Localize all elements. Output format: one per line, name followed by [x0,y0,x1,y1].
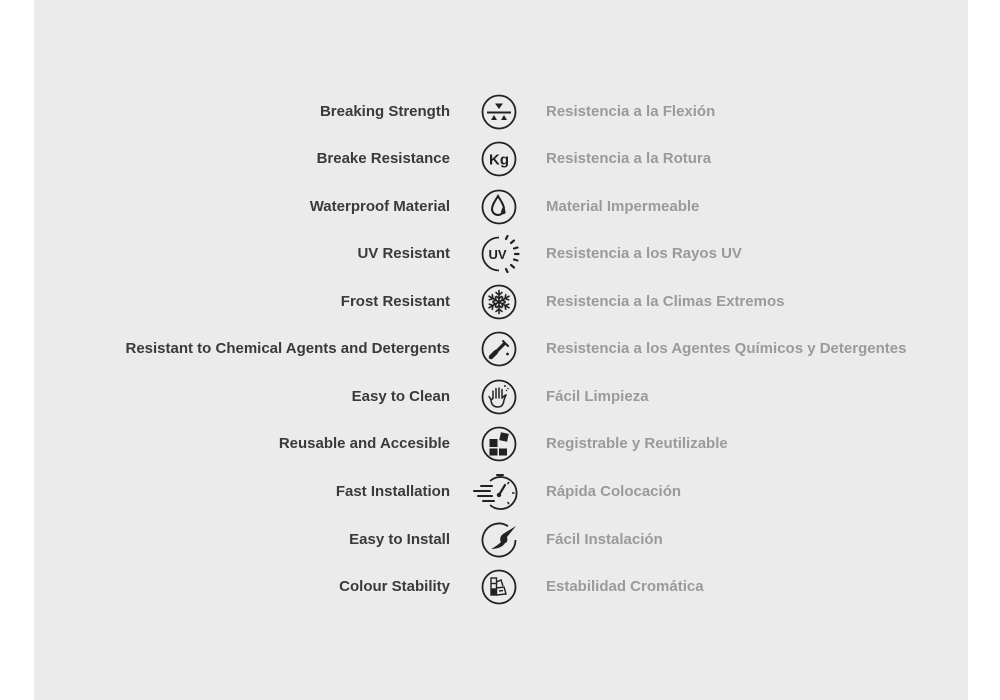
feature-label-en: Colour Stability [339,578,450,595]
feature-row-easy-install [34,520,968,560]
feature-label-es: Resistencia a los Rayos UV [546,245,742,262]
feature-row-chemical [34,329,968,369]
hand-clean-icon [480,378,518,416]
feature-row-breaking-strength [34,92,968,132]
feature-label-es: Resistencia a la Climas Extremos [546,293,785,310]
feature-row-easy-clean [34,377,968,417]
feature-label-en: Easy to Install [349,531,450,548]
feature-label-es: Material Impermeable [546,198,700,215]
colour-stability-icon [480,568,518,606]
tiles-reusable-icon [480,425,518,463]
feature-label-en: Waterproof Material [309,198,450,215]
feature-label-en: UV Resistant [357,245,450,262]
kg-weight-icon [480,140,518,178]
feature-label-es: Resistencia a la Flexión [546,103,716,120]
kg-text: Kg [489,151,509,169]
feature-label-en: Fast Installation [335,483,450,500]
feature-label-en: Resistant to Chemical Agents and Detergents [125,340,450,357]
snowflake-icon [480,283,518,321]
feature-row-breake-resistance [34,139,968,179]
feature-label-es: Estabilidad Cromática [546,578,704,595]
feature-row-fast-installation [34,472,968,512]
feature-row-waterproof [34,187,968,227]
feature-label-es: Rápida Colocación [546,483,682,500]
chemical-dropper-icon [480,330,518,368]
water-drop-icon [480,188,518,226]
feature-row-reusable [34,424,968,464]
feature-label-en: Frost Resistant [340,293,450,310]
feature-row-frost [34,282,968,322]
feature-label-en: Easy to Clean [351,388,450,405]
feature-row-colour-stability [34,567,968,607]
feature-label-es: Fácil Instalación [546,531,663,548]
feature-label-es: Registrable y Reutilizable [546,435,728,452]
fast-stopwatch-icon [480,473,518,511]
feature-label-en: Breaking Strength [319,103,450,120]
feature-label-es: Resistencia a los Agentes Químicos y Detergentes [546,340,907,357]
feature-label-en: Breake Resistance [316,150,450,167]
flexion-icon [480,93,518,131]
feature-label-es: Fácil Limpieza [546,388,649,405]
feature-label-en: Reusable and Accesible [278,435,450,452]
uv-text: UV [488,247,507,262]
features-panel [34,0,968,700]
feature-row-uv [34,234,968,274]
feature-label-es: Resistencia a la Rotura [546,150,712,167]
trowel-icon [480,521,518,559]
uv-sun-icon [480,235,518,273]
